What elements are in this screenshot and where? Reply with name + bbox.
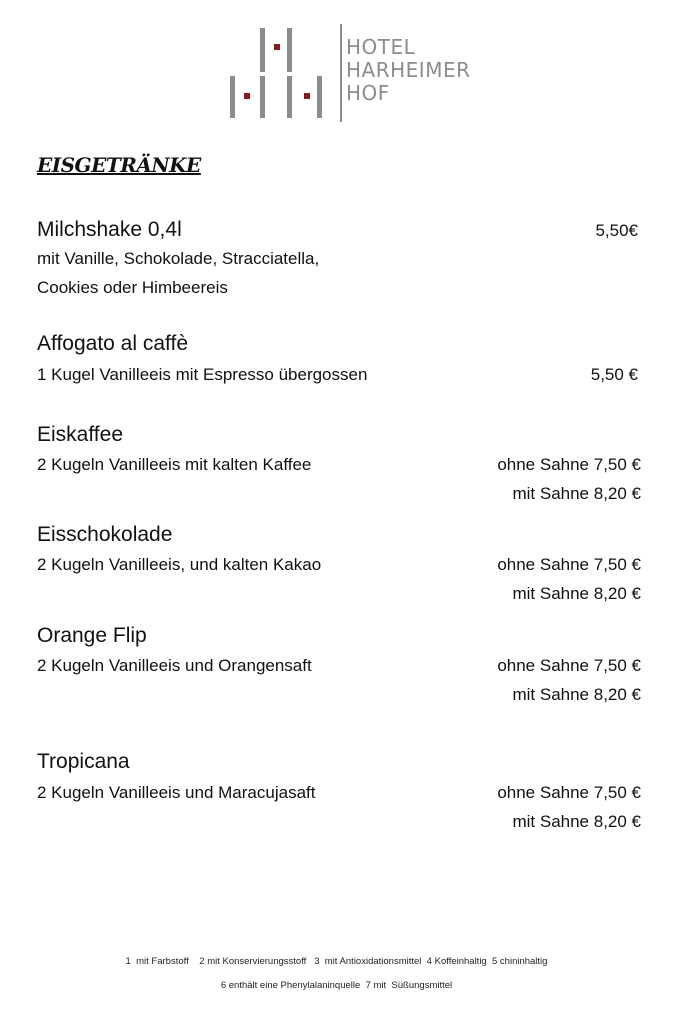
item-price-without-cream: ohne Sahne 7,50 € <box>497 555 641 574</box>
item-price-with-cream: mit Sahne 8,20 € <box>512 812 641 831</box>
section-title: EISGETRÄNKE <box>37 153 201 177</box>
hotel-name <box>346 36 470 105</box>
item-price: 5,50 € <box>590 365 638 384</box>
item-name: Tropicana <box>37 750 130 773</box>
item-price-without-cream: ohne Sahne 7,50 € <box>497 656 641 675</box>
item-name: Eiskaffee <box>37 423 123 446</box>
item-price-with-cream: mit Sahne 8,20 € <box>512 584 641 603</box>
additives-legend-line2: 6 enthält eine Phenylalaninquelle 7 mit Süßungsmittel <box>220 980 453 991</box>
additives-legend-line1: 1 mit Farbstoff 2 mit Konservierungsstoff 3 mit Antioxidationsmittel 4 Koffeinhaltig 5 chininhaltig <box>125 956 548 967</box>
item-price-without-cream: ohne Sahne 7,50 € <box>497 783 641 802</box>
item-description: mit Vanille, Schokolade, Stracciatella, <box>37 249 320 268</box>
item-description: 2 Kugeln Vanilleeis und Orangensaft <box>37 656 312 675</box>
logo-mark-icon <box>226 22 346 126</box>
item-description: 2 Kugeln Vanilleeis, und kalten Kakao <box>37 555 322 574</box>
item-description: 2 Kugeln Vanilleeis mit kalten Kaffee <box>37 455 312 474</box>
item-description: 1 Kugel Vanilleeis mit Espresso übergossen <box>37 365 368 384</box>
item-description: 2 Kugeln Vanilleeis und Maracujasaft <box>37 783 316 802</box>
item-name: Eisschokolade <box>37 523 173 546</box>
item-price-with-cream: mit Sahne 8,20 € <box>512 484 641 503</box>
item-name: Milchshake 0,4l <box>37 218 182 241</box>
item-price-without-cream: ohne Sahne 7,50 € <box>497 455 641 474</box>
item-name: Affogato al caffè <box>37 332 189 355</box>
hotel-name-line2: HARHEIMER <box>346 58 471 82</box>
hotel-name-line1: HOTEL <box>346 35 416 59</box>
hotel-name-line3: HOF <box>346 81 390 105</box>
item-description: Cookies oder Himbeereis <box>37 278 228 297</box>
item-name: Orange Flip <box>37 624 147 647</box>
item-price: 5,50€ <box>595 221 638 240</box>
item-price-with-cream: mit Sahne 8,20 € <box>512 685 641 704</box>
